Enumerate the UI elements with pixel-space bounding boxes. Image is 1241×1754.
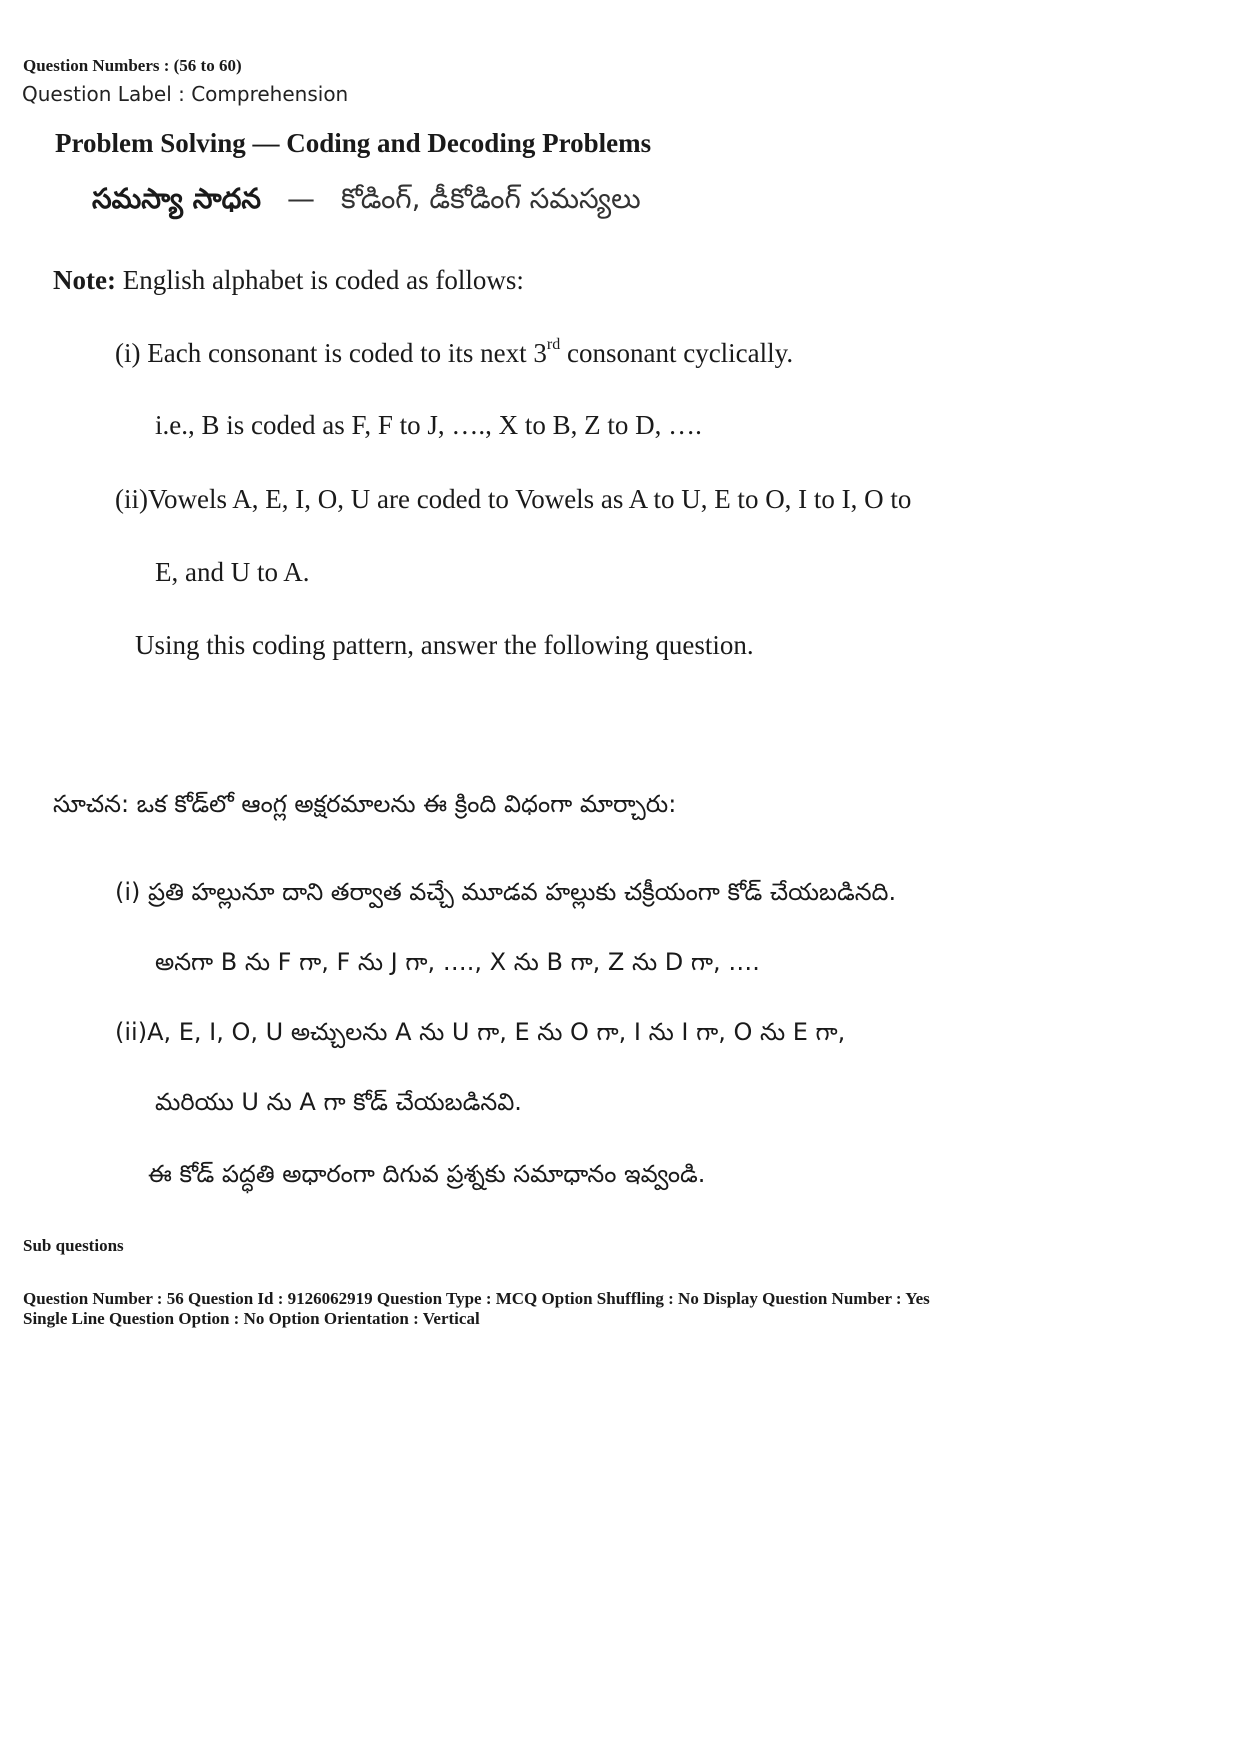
english-title: Problem Solving — Coding and Decoding Problems (55, 128, 652, 158)
rule1-sup: rd (546, 336, 561, 353)
telugu-rule-1-example: అనగా B ను F గా, F ను J గా, …., X ను B గా, Z ను D గా, …. (155, 948, 760, 976)
english-instruction: Using this coding pattern, answer the following question. (135, 630, 754, 660)
telugu-title-separator: — (287, 182, 316, 215)
rule1-prefix: (i) Each consonant is coded to its next 3 (115, 338, 547, 368)
telugu-rule-2-line-2: మరియు U ను A గా కోడ్ చేయబడినవి. (155, 1088, 522, 1116)
telugu-title (92, 182, 641, 222)
telugu-instruction: ఈ కోడ్ పద్ధతి అధారంగా దిగువ ప్రశ్నకు సమాధానం ఇవ్వండి. (148, 1160, 706, 1188)
sub-questions-heading: Sub questions (23, 1236, 124, 1255)
english-rule-1-example: i.e., B is coded as F, F to J, …., X to B, Z to D, …. (155, 410, 702, 440)
telugu-rule-1: (i) ప్రతి హల్లునూ దాని తర్వాత వచ్చే మూడవ హల్లుకు చక్రీయంగా కోడ్ చేయబడినది. (115, 878, 897, 906)
telugu-title-right: కోడింగ్, డీకోడింగ్ సమస్యలు (341, 182, 641, 215)
telugu-title-left: సమస్యా సాధన (92, 182, 262, 215)
question-label: Question Label : Comprehension (22, 82, 349, 106)
english-note (53, 265, 524, 296)
note-label: Note: (53, 265, 116, 295)
question-meta-line-2: Single Line Question Option : No Option Orientation : Vertical (23, 1309, 480, 1328)
english-rule-2-line-2: E, and U to A. (155, 557, 310, 587)
note-text: English alphabet is coded as follows: (115, 265, 524, 295)
rule1-suffix: consonant cyclically. (560, 338, 794, 368)
question-meta-line-1: Question Number : 56 Question Id : 9126062919 Question Type : MCQ Option Shuffling : No Display Question Number : Yes (23, 1289, 930, 1308)
english-rule-1 (115, 338, 793, 369)
telugu-note: సూచన: ఒక కోడ్‌లో ఆంగ్ల అక్షరమాలను ఈ క్రింది విధంగా మార్చారు: (53, 790, 677, 818)
telugu-rule-2-line-1: (ii)A, E, I, O, U అచ్చులను A ను U గా, E ను O గా, I ను I గా, O ను E గా, (115, 1018, 846, 1046)
english-rule-2-line-1: (ii)Vowels A, E, I, O, U are coded to Vowels as A to U, E to O, I to I, O to (115, 484, 912, 514)
question-numbers: Question Numbers : (56 to 60) (23, 56, 242, 75)
